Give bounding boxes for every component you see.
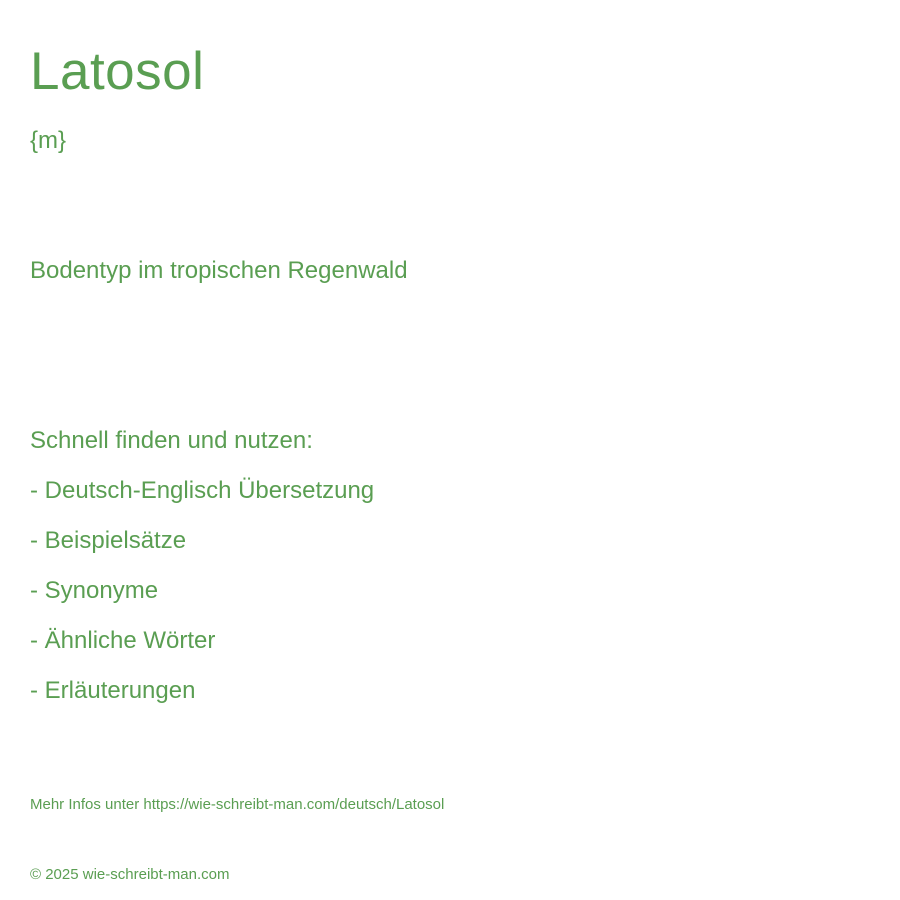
quick-find-section (30, 426, 374, 726)
quick-find-item-synonyms: - Synonyme (30, 577, 159, 604)
quick-find-item-example-sentences: - Beispielsätze (30, 527, 187, 554)
gender-label: {m} (30, 127, 67, 154)
quick-find-item-explanations: - Erläuterungen (30, 677, 196, 704)
quick-find-list (30, 476, 374, 726)
quick-find-item-similar-words: - Ähnliche Wörter (30, 627, 216, 654)
copyright-text: © 2025 wie-schreibt-man.com (30, 866, 230, 883)
definition-text: Bodentyp im tropischen Regenwald (30, 257, 408, 284)
word-title: Latosol (30, 42, 205, 101)
quick-find-item-translation: - Deutsch-Englisch Übersetzung (30, 477, 375, 504)
more-info-text: Mehr Infos unter https://wie-schreibt-man.com/deutsch/Latosol (30, 796, 445, 813)
quick-find-heading: Schnell finden und nutzen: (30, 427, 313, 454)
